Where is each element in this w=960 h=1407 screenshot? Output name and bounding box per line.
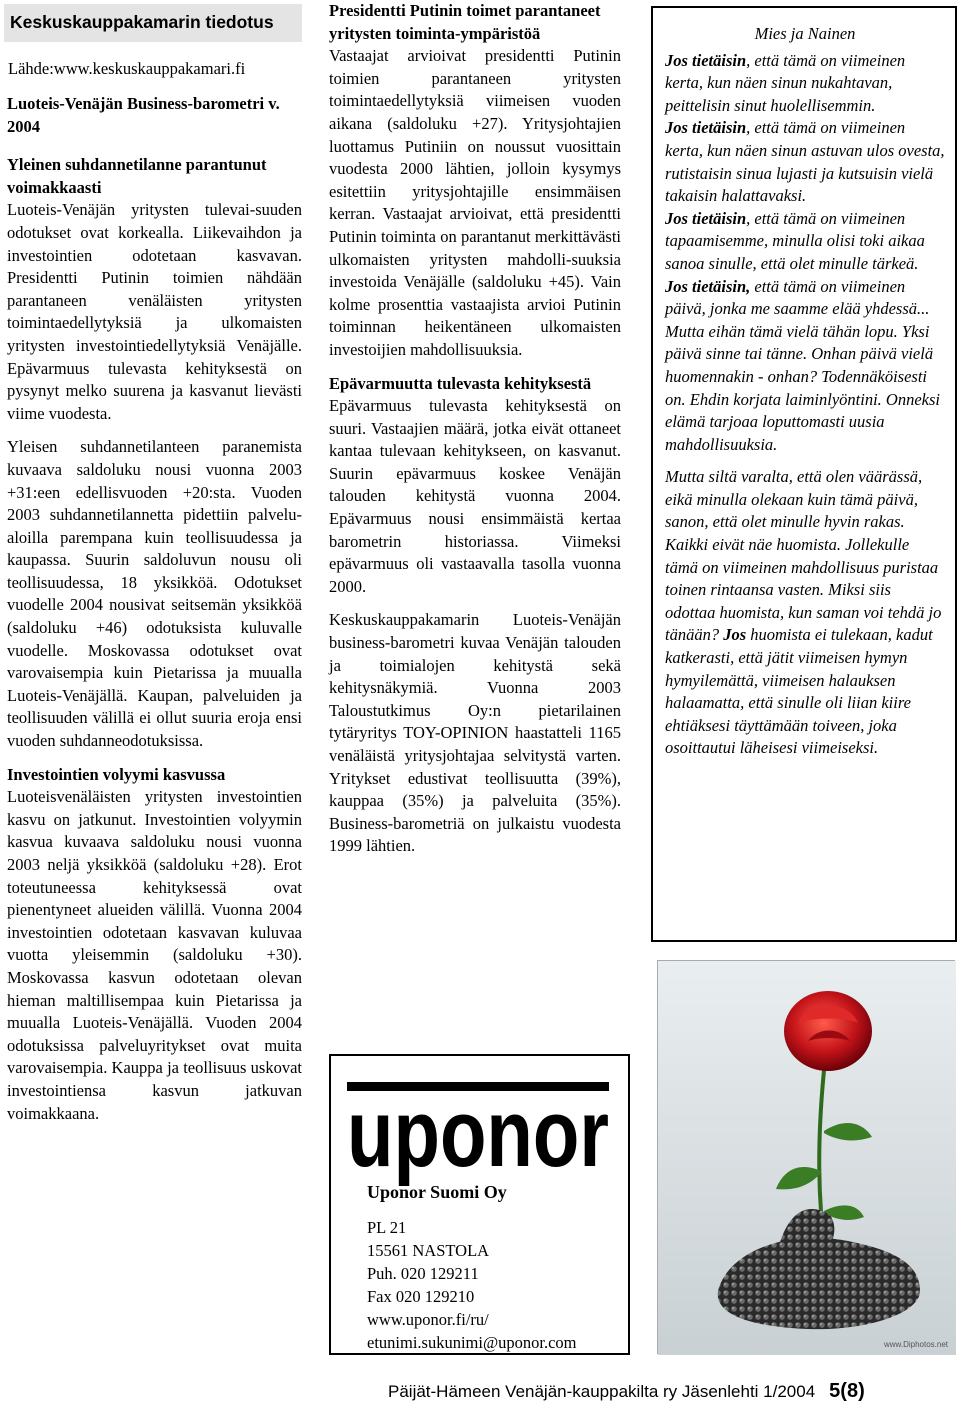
uponor-ad	[329, 1054, 630, 1355]
address-line: PL 21	[367, 1218, 407, 1237]
phone-line: Puh. 020 129211	[367, 1264, 479, 1283]
poem-lead: Jos tietäisin,	[665, 276, 751, 296]
publication-line: Päijät-Hämeen Venäjän-kauppakilta ry Jäsenlehti 1/2004	[388, 1382, 816, 1401]
email-link[interactable]: etunimi.sukunimi@uponor.com	[367, 1333, 577, 1352]
poem-box	[651, 6, 957, 942]
article-body-middle	[329, 0, 621, 858]
source-line: Lähde:www.keskuskauppakamari.fi	[8, 59, 246, 78]
paragraph: Luoteisvenäläisten yritysten investointien kasvu on jatkunut. Investointien volyymin kasvua kuvaava saldoluku nousi vuonna 2003 neljä yksikköä (saldoluku +28). Erot toteutuneessa kehityksessä ovat pienentyneet alueiden välillä. Vuonna 2004 investointien odotetaan kasvavan kuluvaa vuotta yleisemmin (saldoluku +30). Moskovassa kasvun odotetaan olevan hieman maltillisempaa kuin Pietarissa ja muualla Luoteis-Venäjällä. Vuoden 2004 odotuksissa palveluyritykset ovat muita varovaisempia. Kauppa ja teollisuus uskovat investointiensa kasvun jatkuvan voimakkaana.	[7, 787, 302, 1123]
photo-credit: www.Diphotos.net	[883, 1340, 948, 1349]
page-number: 5(8)	[829, 1380, 865, 1402]
poem-lead: Jos tietäisin	[665, 118, 747, 138]
paragraph: Luoteis-Venäjän yritysten tulevai-suuden odotukset ovat korkealla. Liikevaihdon ja investointien odotetaan kasvavan. Presidentti Putinin toimien nähdään parantaneen venäläisten yritysten toimintaedellytyksiä ja ulkomaisten yritysten investointiedellytyksiä Venäjälle. Epävarmuus tulevasta kehityksestä on pysynyt melko suurena ja kasvanut lievästi viime vuodesta.	[7, 200, 302, 423]
paragraph: Vastaajat arvioivat presidentti Putinin toimien parantaneen yritysten toimintaedellytyksiä viimeisen vuoden aikana (saldoluku +27). Yritysjohtajien luottamus Putiniin on noussut vuosittain vuodesta 2000 lähtien, jolloin kysymys esitettiin yritysjohtajille ensimmäisen kerran. Vastaajat arvioivat, että presidentti Putinin toiminta on parantanut merkittävästi ulkomaisten yritysten mahdolli-suuksia investoida Venäjälle (saldoluku +45). Vain kolme prosenttia vastaajista arvioi Putinin toiminnan heikentäneen ulkomaisten investoijien mahdollisuuksia.	[329, 46, 621, 359]
footer	[388, 1380, 865, 1403]
section-heading: Investointien volyymi kasvussa	[7, 764, 226, 784]
poem-stanza: Jos tietäisin, että tämä on viimeinen tapaamisemme, minulla olisi toki aikaa sanoa sinulle, että olet minulle tärkeä.	[665, 208, 925, 273]
column-left	[4, 0, 302, 1136]
contact-info	[367, 1216, 577, 1354]
paragraph: Keskuskauppakamarin Luoteis-Venäjän business-barometri kuvaa Venäjän talouden ja toimialojen kehitystä sekä kehitysnäkymiä. Vuonna 2003 Taloustutkimus Oy:n pietarilainen tytäryritys TOY-OPINION haastatteli 1165 venäläistä yritysjohtajaa selvitystä varten. Yritykset edustivat teollisuutta (39%), kauppaa (35%) ja palveluita (35%). Business-barometriä on julkaistu vuodesta 1999 lähtien.	[329, 610, 621, 856]
section-heading: Epävarmuutta tulevasta kehityksestä	[329, 373, 592, 393]
uponor-logo	[343, 1078, 613, 1187]
paragraph: Epävarmuus tulevasta kehityksestä on suuri. Vastaajien määrä, jotka eivät ottaneet kantaa tulevaan kehitykseen, on kasvanut. Suurin epävarmuus koskee Venäjän talouden kehitystä vuonna 2004. Epävarmuus nousi ensimmäistä kertaa barometrin historiassa. Viimeksi epävarmuus oli vastaavalla tasolla vuonna 2000.	[329, 396, 621, 596]
poem-lead: Jos tietäisin	[665, 208, 747, 228]
section-header: Keskuskauppakamarin tiedotus	[4, 4, 302, 42]
paragraph: Yleisen suhdannetilanteen paranemista kuvaava saldoluku nousi vuonna 2003 +31:een edellisvuoden +20:sta. Vuoden 2003 suhdannetilannetta pidettiin palvelu-aloilla parempana kuin teollisuudessa ja kaupassa. Suurin saldoluvun nousu oli teollisuudessa, 18 yksikköä. Odotukset vuodelle 2004 nousivat seitsemän yksikköä (saldoluku +46) odotuksista kuluvalle vuodelle. Moskovassa odotukset ovat varovaisempia kuin Pietarissa ja muualla Luoteis-Venäjällä. Kaupan, palveluiden ja teollisuuden välillä ei ollut suuria eroja ensi vuoden suhdanneodotuksissa.	[7, 437, 302, 751]
poem-lead: Jos tietäisin	[665, 50, 747, 70]
address-line: 15561 NASTOLA	[367, 1241, 490, 1260]
article-body-left	[4, 93, 302, 1125]
rose-glove-photo	[657, 960, 955, 1354]
website-link[interactable]: www.uponor.fi/ru/	[367, 1310, 489, 1329]
section-heading: Yleinen suhdannetilanne parantunut voimakkaasti	[7, 155, 267, 197]
column-middle	[329, 0, 621, 869]
company-name: Uponor Suomi Oy	[367, 1182, 507, 1202]
poem-stanza: Jos tietäisin, että tämä on viimeinen päivä, jonka me saamme elää yhdessä... Mutta eihän tämä vielä tähän lopu. Yksi päivä sinne tai tänne. Onhan päivä vielä huomennakin - onhan? Todennäköisesti on. Ehdin korjata laiminlyöntini. Onneksi elämä tarjoaa loputtomasti uusia mahdollisuuksia.	[665, 276, 940, 454]
poem-stanza: Mutta siltä varalta, että olen väärässä, eikä minulla olekaan kuin tämä päivä, sanon, että olet minulle hyvin rakas. Kaikki eivät näe huomista. Jollekulle tämä on viimeinen mahdollisuus puristaa toinen rintaansa vasten. Miksi siis odottaa huomista, kun saman voi tehdä jo tänään? Jos huomista ei tulekaan, kadut katkerasti, että jätit viimeisen hymyn hymyilemättä, viimeisen halauksen halaamatta, että sinulle oli liian kiire ehtiäksesi täyttämään toiveen, joka osoittautui läheisesi viimeiseksi.	[665, 467, 942, 758]
fax-line: Fax 020 129210	[367, 1287, 475, 1306]
poem-stanza: Jos tietäisin, että tämä on viimeinen kerta, kun näen sinun astuvan ulos ovesta, rutistaisin sinua lujasti ja kutsuisin vielä takaisin halattavaksi.	[665, 118, 945, 206]
logo-wordmark: uponor	[347, 1080, 609, 1187]
poem-title: Mies ja Nainen	[754, 24, 856, 43]
rose-illustration	[658, 961, 956, 1355]
article-title: Luoteis-Venäjän Business-barometri v. 2004	[7, 94, 280, 136]
section-heading: Presidentti Putinin toimet parantaneet yritysten toiminta-ympäristöä	[329, 1, 601, 43]
poem-stanza: Jos tietäisin, että tämä on viimeinen kerta, kun näen sinun nukahtavan, peittelisin sinut huolellisemmin.	[665, 50, 906, 115]
